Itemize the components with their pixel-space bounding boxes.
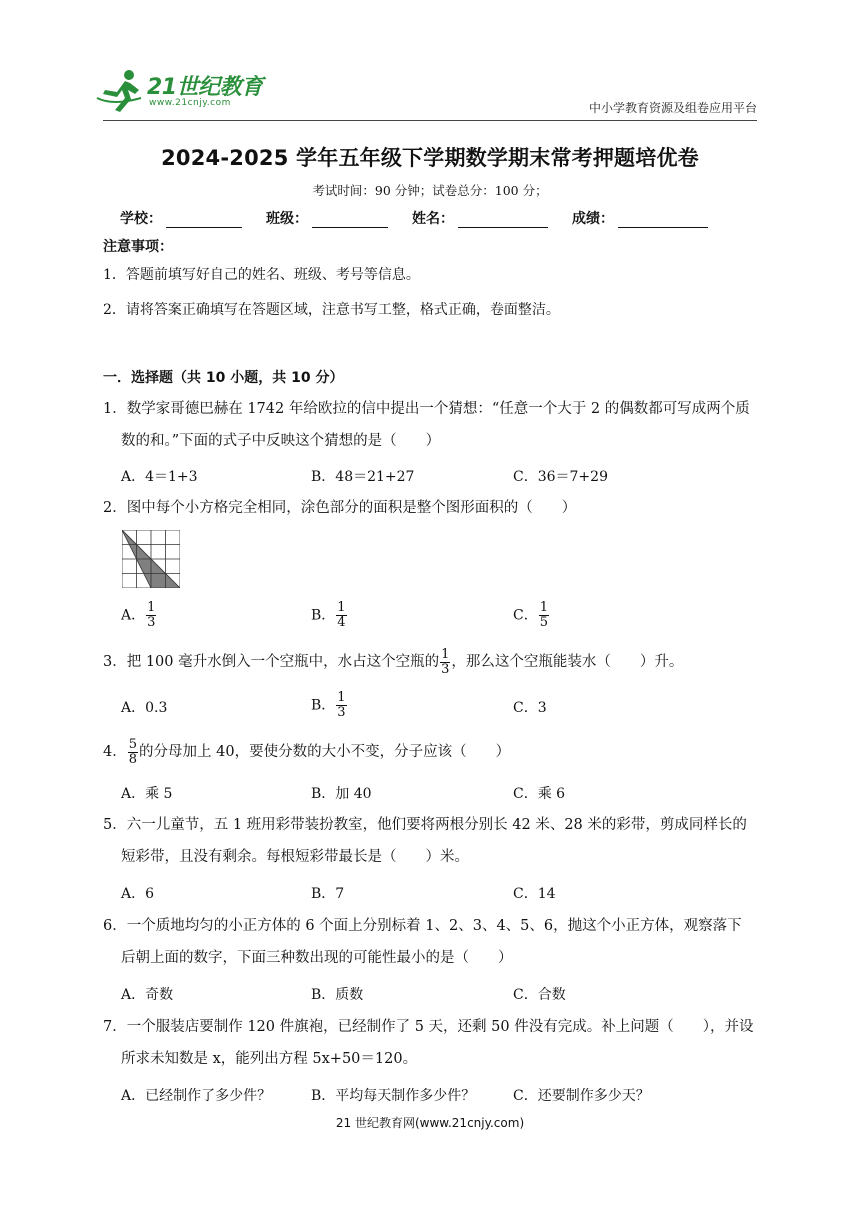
exam-title: 2024-2025 学年五年级下学期数学期末常考押题培优卷 bbox=[161, 146, 699, 170]
numerator: 5 bbox=[128, 736, 138, 752]
denominator: 3 bbox=[337, 705, 346, 720]
option-a[interactable]: A．4＝1+3 bbox=[121, 469, 198, 485]
option-b[interactable]: B．质数 bbox=[311, 987, 364, 1003]
option-label: B． bbox=[311, 697, 336, 714]
student-info-fields bbox=[120, 208, 732, 228]
denominator: 8 bbox=[128, 751, 138, 767]
option-a[interactable] bbox=[121, 601, 157, 630]
exam-info: 考试时间：90 分钟；试卷总分：100 分； bbox=[312, 183, 548, 198]
question-7 bbox=[103, 1011, 763, 1075]
option-c[interactable]: C．14 bbox=[513, 886, 556, 902]
question-5 bbox=[103, 809, 763, 873]
notice-title: 注意事项： bbox=[103, 239, 173, 255]
logo-text: 21世纪教育 bbox=[147, 75, 263, 100]
question-text: 后朝上面的数字，下面三种数出现的可能性最小的是（ ） bbox=[121, 950, 513, 966]
numerator: 1 bbox=[441, 646, 450, 662]
fraction bbox=[539, 601, 549, 630]
notice-item: 1．答题前填写好自己的姓名、班级、考号等信息。 bbox=[103, 267, 420, 283]
logo-url: www.21cnjy.com bbox=[149, 98, 231, 108]
option-label: B． bbox=[311, 607, 336, 624]
name-blank[interactable] bbox=[458, 213, 548, 228]
numerator: 1 bbox=[337, 690, 346, 705]
option-a[interactable]: A．0.3 bbox=[121, 700, 168, 716]
option-label: C． bbox=[513, 607, 538, 624]
option-b[interactable]: B．7 bbox=[311, 886, 345, 902]
option-b[interactable]: B．加 40 bbox=[311, 786, 372, 802]
score-blank[interactable] bbox=[618, 213, 708, 228]
section-heading: 一．选择题（共 10 小题，共 10 分） bbox=[103, 370, 344, 386]
score-field[interactable] bbox=[572, 208, 708, 228]
score-label: 成绩： bbox=[572, 211, 614, 227]
denominator: 4 bbox=[337, 615, 346, 630]
question-1-options bbox=[121, 466, 761, 490]
school-field[interactable] bbox=[120, 208, 242, 228]
option-c[interactable]: C．合数 bbox=[513, 987, 566, 1003]
site-logo bbox=[95, 68, 275, 114]
numerator: 1 bbox=[337, 600, 346, 615]
option-c[interactable]: C．36＝7+29 bbox=[513, 469, 608, 485]
option-b[interactable]: B．平均每天制作多少件？ bbox=[311, 1088, 476, 1104]
question-text: 4． bbox=[103, 744, 127, 760]
option-a[interactable]: A．已经制作了多少件？ bbox=[121, 1088, 272, 1104]
denominator: 3 bbox=[441, 661, 450, 677]
question-text: ，那么这个空瓶能装水（ ）升。 bbox=[451, 654, 684, 670]
class-label: 班级： bbox=[266, 211, 308, 227]
option-a[interactable]: A．奇数 bbox=[121, 987, 174, 1003]
fraction bbox=[336, 691, 346, 720]
class-blank[interactable] bbox=[312, 213, 388, 228]
question-7-options bbox=[121, 1085, 761, 1109]
school-blank[interactable] bbox=[166, 213, 242, 228]
question-4-options bbox=[121, 783, 761, 807]
name-field[interactable] bbox=[412, 208, 548, 228]
numerator: 1 bbox=[539, 600, 548, 615]
question-text: 5．六一儿童节，五 1 班用彩带装扮教室，他们要将两根分别长 42 米、28 米的彩带，剪成同样长的 bbox=[103, 817, 747, 833]
question-4 bbox=[103, 736, 763, 768]
fraction bbox=[440, 648, 450, 677]
option-c[interactable]: C．乘 6 bbox=[513, 786, 566, 802]
question-text: 2．图中每个小方格完全相同，涂色部分的面积是整个图形面积的（ ） bbox=[103, 500, 577, 516]
option-a[interactable]: A．乘 5 bbox=[121, 786, 173, 802]
notice-item: 2．请将答案正确填写在答题区域，注意书写工整，格式正确，卷面整洁。 bbox=[103, 302, 560, 318]
option-c[interactable] bbox=[513, 601, 550, 630]
shaded-grid-figure bbox=[122, 530, 180, 588]
question-6 bbox=[103, 910, 763, 974]
name-label: 姓名： bbox=[412, 211, 454, 227]
question-6-options bbox=[121, 984, 761, 1008]
question-text: 短彩带，且没有剩余。每根短彩带最长是（ ）米。 bbox=[121, 849, 469, 865]
school-label: 学校： bbox=[120, 211, 162, 227]
platform-label: 中小学教育资源及组卷应用平台 bbox=[588, 101, 757, 115]
fraction bbox=[146, 601, 156, 630]
option-b[interactable] bbox=[311, 691, 348, 720]
fraction bbox=[336, 601, 346, 630]
page-footer: 21 世纪教育网(www.21cnjy.com) bbox=[335, 1116, 525, 1130]
question-text: 的分母加上 40，要使分数的大小不变，分子应该（ ） bbox=[139, 744, 511, 760]
option-c[interactable]: C．还要制作多少天？ bbox=[513, 1088, 650, 1104]
numerator: 1 bbox=[147, 600, 156, 615]
question-2 bbox=[103, 492, 763, 524]
question-text: 6．一个质地均匀的小正方体的 6 个面上分别标着 1、2、3、4、5、6，抛这个小正方体，观察落下 bbox=[103, 918, 742, 934]
option-c[interactable]: C．3 bbox=[513, 700, 547, 716]
question-3-options bbox=[121, 691, 761, 727]
question-text: 3．把 100 毫升水倒入一个空瓶中，水占这个空瓶的 bbox=[103, 654, 440, 670]
denominator: 5 bbox=[539, 615, 548, 630]
question-text: 7．一个服装店要制作 120 件旗袍，已经制作了 5 天，还剩 50 件没有完成。补上问题（ ），并设 bbox=[103, 1019, 754, 1035]
fraction bbox=[128, 738, 138, 767]
option-label: A． bbox=[121, 607, 146, 624]
option-b[interactable] bbox=[311, 601, 348, 630]
denominator: 3 bbox=[147, 615, 156, 630]
option-a[interactable]: A．6 bbox=[121, 886, 155, 902]
option-b[interactable]: B．48＝21+27 bbox=[311, 469, 415, 485]
runner-logo-icon bbox=[95, 68, 145, 114]
question-text: 所求未知数是 x，能列出方程 5x+50＝120。 bbox=[121, 1051, 418, 1067]
question-2-options bbox=[121, 601, 761, 637]
question-text: 数的和。”下面的式子中反映这个猜想的是（ ） bbox=[121, 433, 441, 449]
question-5-options bbox=[121, 883, 761, 907]
question-1 bbox=[103, 393, 763, 457]
question-text: 1．数学家哥德巴赫在 1742 年给欧拉的信中提出一个猜想：“任意一个大于 2 的偶数都可写成两个质 bbox=[103, 401, 750, 417]
header-divider bbox=[103, 120, 757, 121]
class-field[interactable] bbox=[266, 208, 388, 228]
question-3 bbox=[103, 646, 763, 678]
